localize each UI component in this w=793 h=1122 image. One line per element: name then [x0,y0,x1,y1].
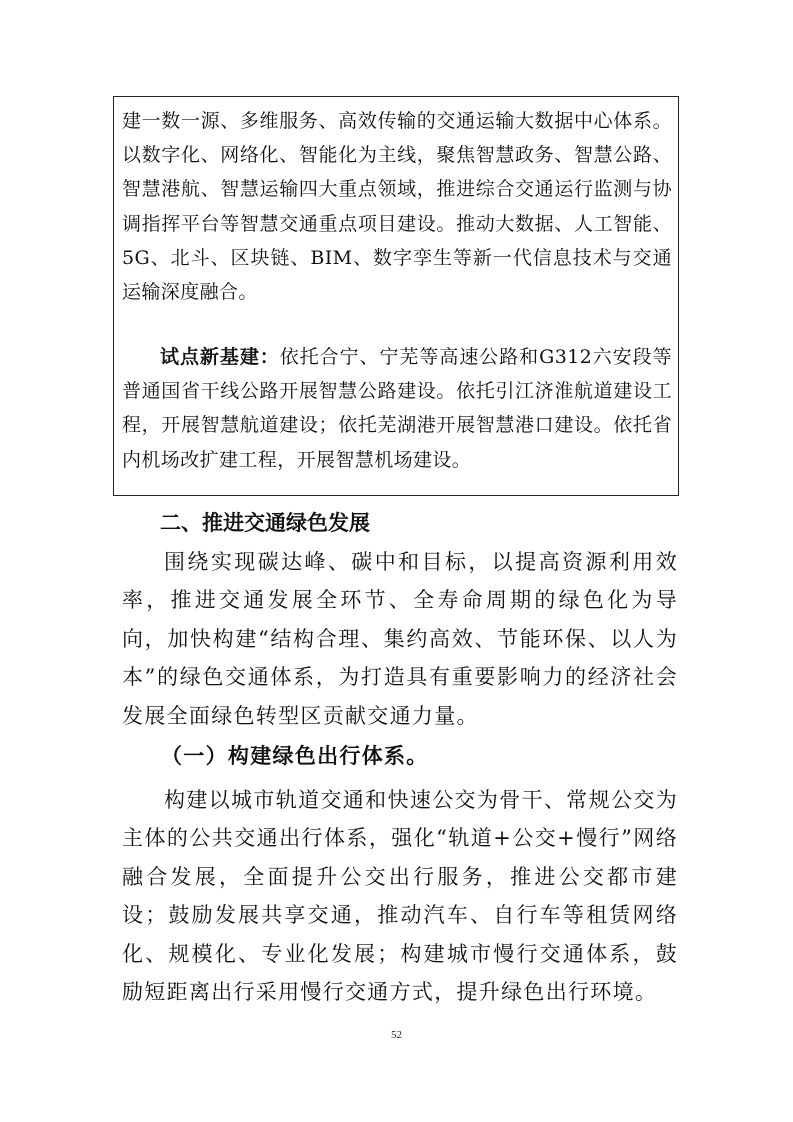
box-paragraph-lead: 试点新基建： [160,346,280,368]
box-paragraph-text: 依托合宁、宁芜等高速公路和G312六安段等普通国省干线公路开展智慧公路建设。依托引江济淮航道建设工程，开展智慧航道建设；依托芜湖港开展智慧港口建设。依托省内机场改扩建工程，开展智慧机场建设。 [122,346,672,471]
subsection-body-paragraph: 构建以城市轨道交通和快速公交为骨干、常规公交为主体的公共交通出行体系，强化“轨道+公交+慢行”网络融合发展，全面提升公交出行服务，推进公交都市建设；鼓励发展共享交通，推动汽车、自行车等租赁网络化、规模化、专业化发展；构建城市慢行交通体系，鼓励短距离出行采用慢行交通方式，提升绿色出行环境。 [122,788,678,1005]
box-paragraph-digital-transport: 建一数一源、多维服务、高效传输的交通运输大数据中心体系。以数字化、网络化、智能化为主线，聚焦智慧政务、智慧公路、智慧港航、智慧运输四大重点领域，推进综合交通运行监测与协调指挥平台等智慧交通重点项目建设。推动大数据、人工智能、5G、北斗、区块链、BIM、数字孪生等新一代信息技术与交通运输深度融合。 [122,110,672,304]
section-heading: 二、推进交通绿色发展 [160,511,370,535]
section-intro-paragraph: 围绕实现碳达峰、碳中和目标，以提高资源利用效率，推进交通发展全环节、全寿命周期的绿色化为导向，加快构建“结构合理、集约高效、节能环保、以人为本”的绿色交通体系，为打造具有重要影响力的经济社会发展全面绿色转型区贡献交通力量。 [122,550,678,728]
page-number: 52 [391,1029,402,1041]
box-paragraph-pilot-infrastructure [122,340,672,477]
subsection-heading: （一）构建绿色出行体系。 [161,743,429,768]
